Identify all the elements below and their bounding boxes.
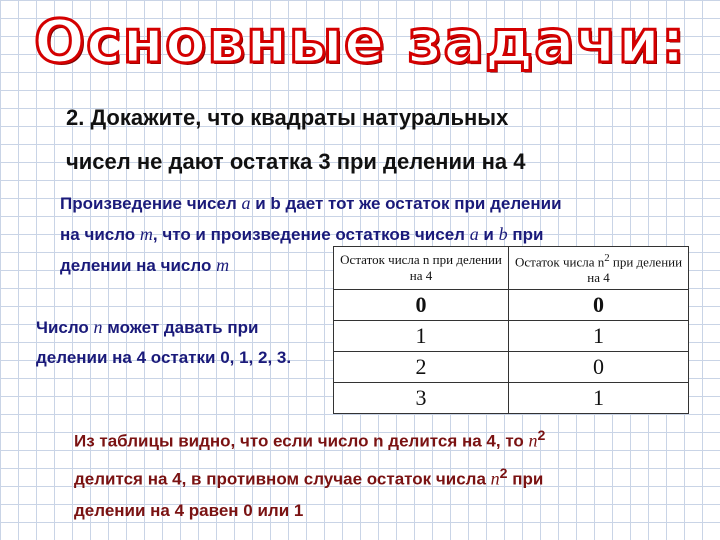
possible-remainders-note [36, 312, 336, 373]
variable-b: b [270, 194, 281, 213]
rule-text: Произведение чисел [60, 194, 242, 213]
table-cell: 1 [509, 321, 689, 352]
note-text: делении на 4 остатки 0, 1, 2, 3. [36, 348, 292, 367]
conclusion-part: Из таблицы видно, что если число n делится на 4, то [74, 431, 529, 451]
table-cell: 0 [509, 290, 689, 321]
conclusion-part: делится на 4, в противном случае остаток числа [74, 469, 491, 489]
table-cell: 1 [509, 383, 689, 414]
header-text: при делении на 4 [587, 254, 683, 286]
variable-b: b [498, 224, 508, 244]
rule-text: , что и произведение остатков чисел [152, 225, 470, 244]
conclusion-text [74, 420, 694, 527]
rule-text: на число [60, 225, 140, 244]
table-row [334, 290, 689, 321]
variable-a: a [469, 224, 479, 244]
problem-statement [66, 96, 696, 184]
variable-m: m [216, 255, 230, 275]
table-row [334, 352, 689, 383]
conclusion-part: делении на 4 равен 0 или 1 [74, 501, 304, 521]
rule-text: делении на число [60, 256, 217, 275]
table-row [334, 383, 689, 414]
table-cell: 2 [334, 352, 509, 383]
column-header-n-squared-remainder [509, 247, 689, 290]
table-cell: 3 [334, 383, 509, 414]
column-header-n-remainder: Остаток числа n при делении на 4 [334, 247, 509, 290]
table-row [334, 321, 689, 352]
variable-n: n [528, 430, 538, 451]
note-text: Число [36, 318, 94, 337]
table-cell: 0 [509, 352, 689, 383]
slide-title: Основные задачи: [33, 7, 687, 77]
conclusion-part: при [507, 469, 544, 489]
variable-n: n [490, 468, 500, 489]
note-text: может давать при [102, 318, 259, 337]
exponent: 2 [604, 251, 610, 264]
problem-line-2: чисел не дают остатка 3 при делении на 4 [66, 149, 526, 174]
variable-a: a [241, 193, 251, 213]
table-cell: 1 [334, 321, 509, 352]
rule-text: при [507, 225, 544, 244]
exponent: 2 [537, 428, 546, 444]
variable-m: m [139, 224, 153, 244]
exponent: 2 [499, 465, 508, 482]
header-text: Остаток числа n [514, 254, 605, 270]
rule-text: дает тот же остаток при делении [280, 194, 562, 213]
table-header-row [334, 247, 689, 290]
rule-text: и [478, 225, 499, 244]
variable-n: n [93, 317, 103, 337]
table-cell: 0 [334, 290, 509, 321]
remainders-table [333, 246, 689, 414]
problem-line-1: 2. Докажите, что квадраты натуральных [66, 105, 509, 130]
rule-text: и [250, 194, 271, 213]
